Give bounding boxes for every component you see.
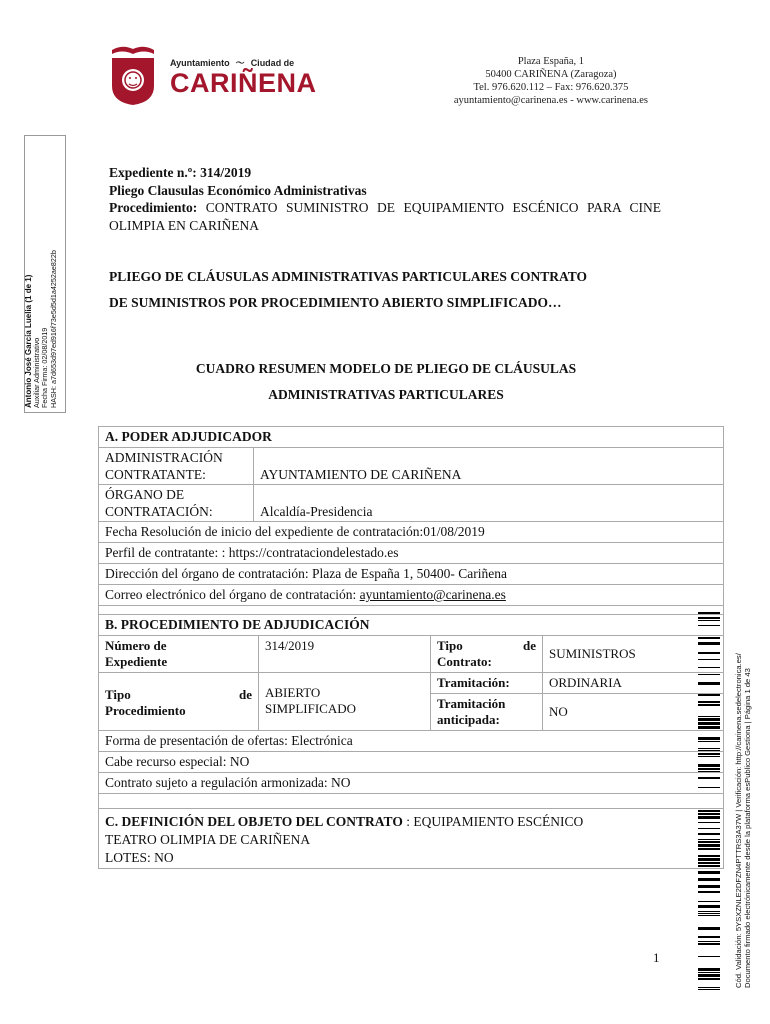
lotes: LOTES: NO — [105, 850, 174, 865]
logo-town-name: CARIÑENA — [170, 68, 317, 98]
expediente-block: Expediente n.º: 314/2019 Pliego Clausulas Económico Administrativas Procedimiento: CONTRATO SUMINISTRO DE EQUIPAMIENTO ESCÉNICO PARA CINE OLIMPIA EN CARIÑENA — [109, 165, 662, 233]
section-c — [99, 809, 723, 868]
barcode-bar — [698, 901, 720, 902]
organo-value: Alcaldía-Presidencia — [260, 504, 373, 519]
signature-info — [25, 134, 58, 408]
tilde-separator-icon: 〜 — [235, 58, 245, 68]
admin-value: AYUNTAMIENTO DE CARIÑENA — [260, 467, 462, 482]
address-line: Tel. 976.620.112 – Fax: 976.620.375 — [473, 82, 629, 93]
barcode-bar — [698, 871, 720, 874]
section-b-title: B. PROCEDIMIENTO DE ADJUDICACIÓN — [99, 615, 723, 636]
procedimiento-label: Procedimiento: — [109, 200, 198, 215]
tramitacion-label: Tramitación: — [431, 673, 542, 694]
correo-row — [99, 585, 723, 606]
barcode-bar — [698, 974, 720, 977]
expediente-label: Expediente n.º — [109, 165, 193, 180]
section-c-value: : EQUIPAMIENTO ESCÉNICO — [402, 814, 584, 829]
perfil-contratante: Perfil de contratante: : https://contrataciondelestado.es — [99, 543, 723, 564]
tipo-procedimiento-value: ABIERTO SIMPLIFICADO — [259, 673, 431, 730]
barcode-bar — [698, 891, 720, 893]
spacer-row — [99, 606, 723, 615]
section-c-title: C. DEFINICIÓN DEL OBJETO DEL CONTRATO — [105, 814, 403, 829]
organo-label: ÓRGANO DE CONTRATACIÓN: — [99, 485, 254, 521]
fecha-resolucion: Fecha Resolución de inicio del expediente de contratación:01/08/2019 — [99, 522, 723, 543]
expediente-number: 314/2019 — [200, 165, 252, 180]
coat-of-arms-logo — [110, 44, 156, 106]
barcode-bar — [698, 943, 720, 945]
signer-name: Antonio José García Luelia (1 de 1) — [24, 274, 33, 408]
address-line: Plaza España, 1 — [517, 56, 585, 67]
tramitacion-value: ORDINARIA — [543, 673, 723, 694]
page-number: 1 — [653, 950, 660, 965]
barcode-bar — [698, 956, 720, 957]
barcode-bar — [698, 987, 720, 988]
correo-link[interactable]: ayuntamiento@carinena.es — [359, 587, 506, 602]
barcode-bar — [698, 915, 720, 916]
tramitacion-values — [543, 673, 723, 730]
recurso-especial: Cabe recurso especial: NO — [99, 752, 723, 773]
barcode-bar — [698, 911, 720, 912]
admin-label: ADMINISTRACIÓN CONTRATANTE: — [99, 448, 254, 484]
verification-platform: Documento firmado electrónicamente desde la plataforma esPublico Gestiona | Página 1 de 43 — [743, 668, 752, 988]
tramitacion-labels — [431, 673, 543, 730]
verification-code: Cód. Validación: 5YSXZNLE2DFZN4PTTRS3A37W | Verificación: http://carinena.sedelectronica.es/ — [734, 653, 743, 988]
signature-date: Fecha Firma: 02/08/2019 — [40, 327, 50, 408]
tipo-contrato-value: SUMINISTROS — [543, 636, 723, 673]
document-title: PLIEGO DE CLÁUSULAS ADMINISTRATIVAS PARTICULARES CONTRATO DE SUMINISTROS POR PROCEDIMIENTO ABIERTO SIMPLIFICADO… — [109, 269, 587, 310]
barcode-bar — [698, 885, 720, 888]
summary-title: CUADRO RESUMEN MODELO DE PLIEGO DE CLÁUSULAS ADMINISTRATIVAS PARTICULARES — [195, 361, 577, 402]
regulacion-armonizada: Contrato sujeto a regulación armonizada: NO — [99, 773, 723, 794]
barcode-bar — [698, 913, 720, 914]
anticipada-value: NO — [549, 704, 568, 719]
anticipada-label: Tramitación anticipada: — [437, 696, 506, 727]
address-line: ayuntamiento@carinena.es - www.carinena.es — [453, 95, 648, 106]
forma-presentacion: Forma de presentación de ofertas: Electrónica — [99, 731, 723, 752]
signer-role: Auxiliar Administrativo — [32, 337, 42, 408]
barcode-bar — [698, 989, 720, 990]
barcode-bar — [698, 878, 720, 881]
admin-row — [99, 448, 723, 485]
barcode-bar — [698, 927, 720, 930]
section-a-title: A. PODER ADJUDICADOR — [99, 427, 723, 448]
logo-subtitle: Ayuntamiento 〜 Ciudad de — [170, 58, 295, 68]
signature-hash: HASH: a7d653d97ed916f73e5d5d1a4252ae822b — [48, 250, 58, 408]
barcode-bar — [698, 905, 720, 908]
num-expediente-value: 314/2019 — [259, 636, 431, 673]
address-block — [454, 55, 648, 107]
num-expediente-label: Número de Expediente — [99, 636, 259, 673]
tipo-contrato-label: Tipo de Contrato: — [431, 636, 543, 673]
tipo-procedimiento-label: Tipo de Procedimiento — [99, 673, 259, 730]
direccion-organo: Dirección del órgano de contratación: Plaza de España 1, 50400- Cariñena — [99, 564, 723, 585]
barcode-bar — [698, 941, 720, 942]
verification-info — [734, 608, 752, 988]
spacer-row — [99, 794, 723, 809]
barcode-bar — [698, 972, 720, 973]
address-line: 50400 CARIÑENA (Zaragoza) — [485, 69, 617, 80]
summary-table — [98, 426, 724, 869]
organo-row — [99, 485, 723, 522]
procedure-grid — [99, 636, 723, 731]
correo-label: Correo electrónico del órgano de contratación: — [105, 587, 360, 602]
section-c-line2: TEATRO OLIMPIA DE CARIÑENA — [105, 832, 311, 847]
pliego-title: Pliego Clausulas Económico Administrativas — [109, 182, 367, 198]
barcode-bar — [698, 978, 720, 980]
barcode-bar — [698, 936, 720, 938]
barcode-bar — [698, 968, 720, 971]
procedimiento-value: CONTRATO SUMINISTRO DE EQUIPAMIENTO ESCÉNICO PARA CINE OLIMPIA EN CARIÑENA — [109, 200, 662, 233]
